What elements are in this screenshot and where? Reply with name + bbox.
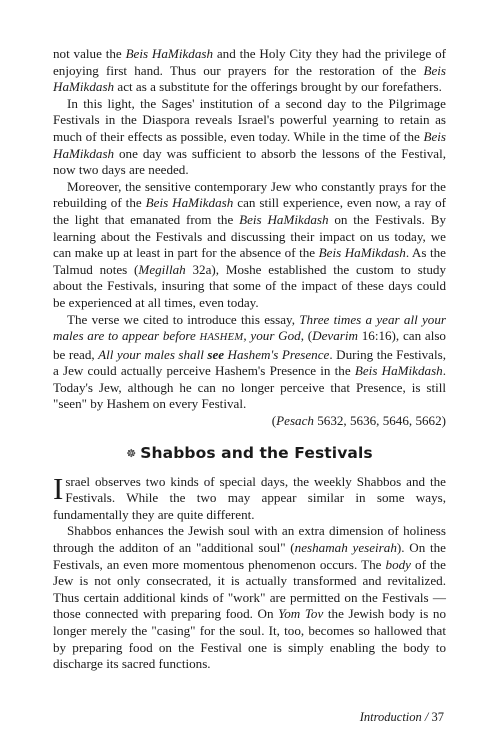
paragraph-2: In this light, the Sages' institution of a second day to the Pilgrimage Festivals in the Diaspora reveals Israel's powerful yearning to retain as much of their effects as possible, even today. While in the time of the Beis HaMikdash one day was sufficient to absorb the lessons of the Festival, now two days are needed. [53,95,446,178]
page-number: 37 [431,710,444,724]
ornament-icon: ☸ [126,446,137,460]
section-heading [53,444,446,462]
section-title: Shabbos and the Festivals [140,443,373,462]
paragraph-1: not value the Beis HaMikdash and the Holy City they had the privilege of enjoying first hand. Thus our prayers for the restoration of the Beis HaMikdash act as a substitute for the offerings brought by our forefathers. [53,46,446,95]
running-footer-title: Introduction [359,710,422,724]
page-footer: Introduction / 37 [359,710,444,724]
source-citation: (Pesach 5632, 5636, 5646, 5662) [271,413,446,429]
paragraph-6: Shabbos enhances the Jewish soul with an extra dimension of holiness through the additon of an "additional soul" (neshamah yeseirah). On the Festivals, an even more momentous phenomenon occurs. The body of the Jew is not only consecrated, it is actually transformed and revitalized. Thus certain additional kinds of "work" are permitted on the Festivals — those connected with preparing food. On Yom Tov the Jewish body is no longer merely the "casing" for the soul. It, too, becomes so hallowed that by preparing food on the Festival one is simply enabling the body to discharge its sacred functions. [53,523,446,672]
paragraph-3: Moreover, the sensitive contemporary Jew who constantly prays for the rebuilding of the Beis HaMikdash can still experience, even now, a ray of the light that emanated from the Beis HaMikdash on the Festivals. By learning about the Festivals and discussing their impact on us today, we can make up at least in part for the absence of the Beis HaMikdash. As the Talmud notes (Megillah 32a), Moshe established the custom to study about the Festivals, insuring that some of the impact of these days could be experienced at all times, even today. [53,178,447,310]
paragraph-5: Israel observes two kinds of special days, the weekly Shabbos and the Festivals. While the two may appear similar in some ways, fundamentally they are quite different. [53,470,446,522]
drop-cap: I [53,470,64,506]
paragraph-4: The verse we cited to introduce this essay, Three times a year all your males are to appear before HASHEM, your God, (Devarim 16:16), can also be read, All your males shall see Hashem's Presence. During the Festivals, a Jew could actually perceive Hashem's Presence in the Beis HaMikdash. Today's Jew, although he can no longer perceive that Presence, is still "seen" by Hashem on every Festival. [53,311,446,412]
